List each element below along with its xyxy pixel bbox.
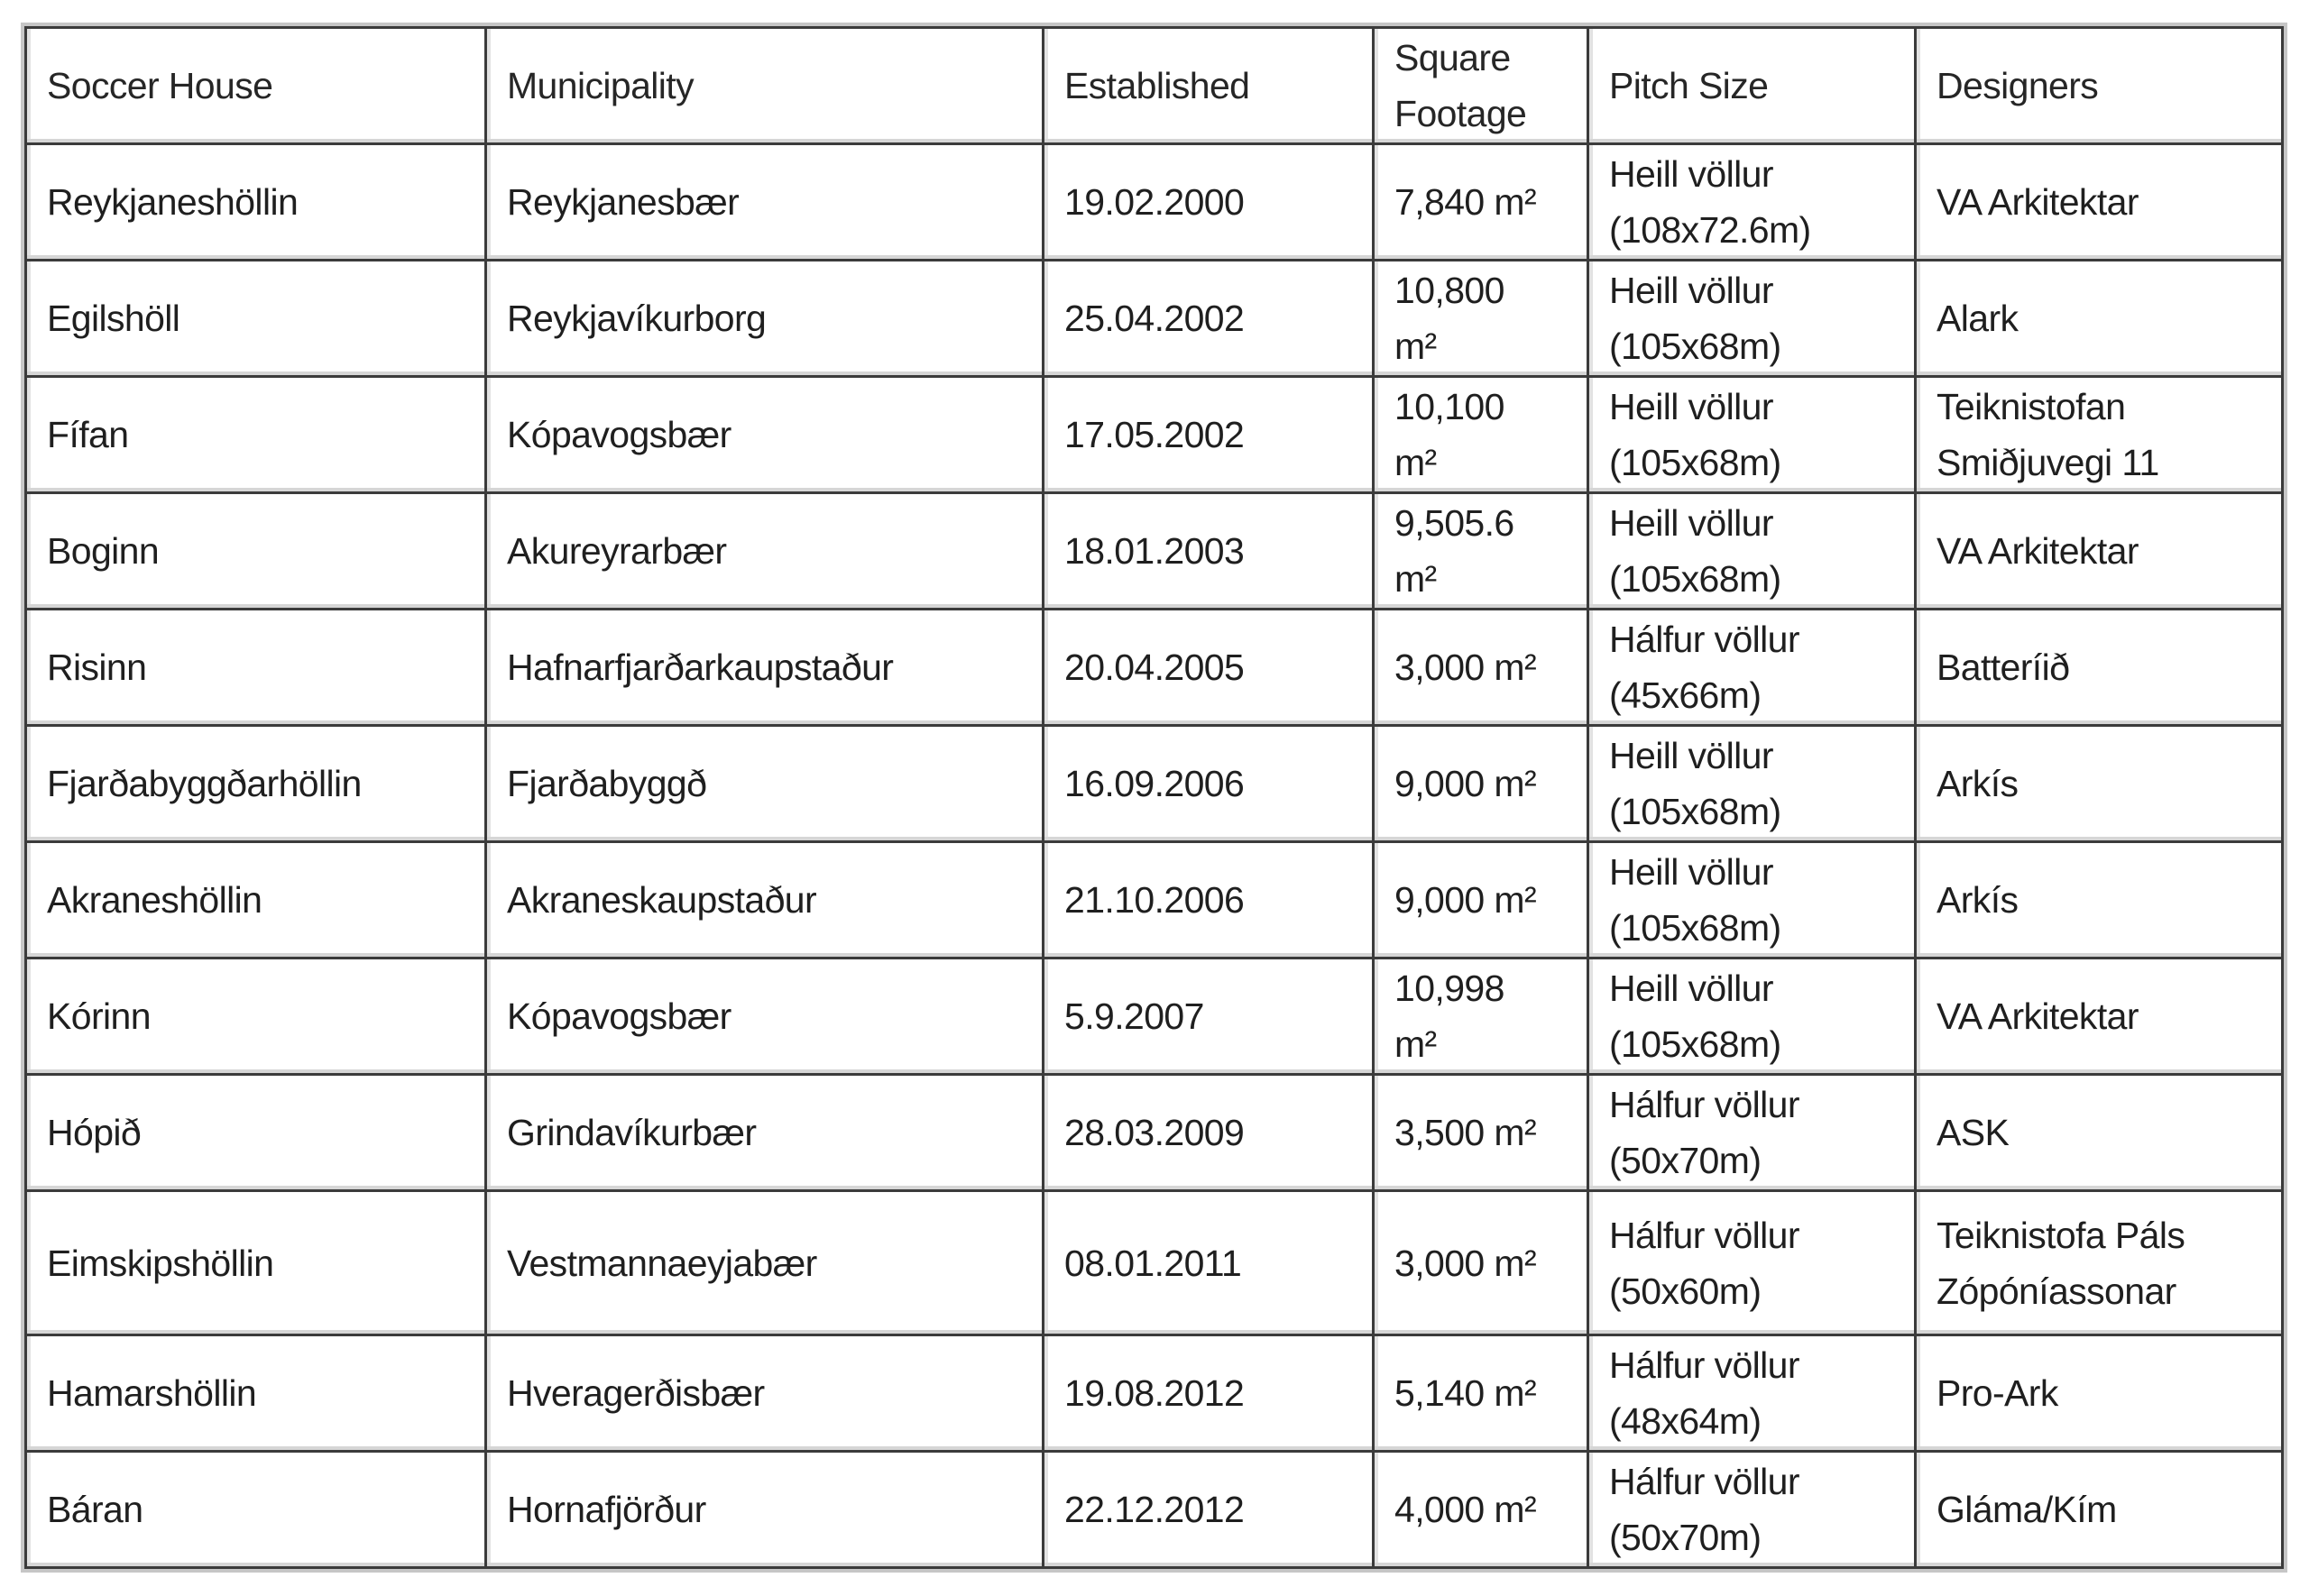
cell-square-footage: 3,000 m² [1374,1191,1588,1335]
cell-pitch-size: Heill völlur (105x68m) [1588,726,1916,842]
soccer-houses-table-container [24,26,2284,1569]
table-row [26,377,2283,493]
cell-municipality: Kópavogsbær [486,377,1044,493]
cell-square-footage: 9,000 m² [1374,726,1588,842]
table-row [26,726,2283,842]
cell-pitch-size: Heill völlur (105x68m) [1588,842,1916,959]
cell-municipality: Kópavogsbær [486,959,1044,1075]
cell-designers: VA Arkitektar [1916,144,2283,261]
cell-soccer-house: Akraneshöllin [26,842,486,959]
cell-pitch-size: Hálfur völlur (45x66m) [1588,610,1916,726]
table-row [26,1075,2283,1191]
cell-municipality: Vestmannaeyjabær [486,1191,1044,1335]
cell-established: 08.01.2011 [1044,1191,1374,1335]
header-square-footage: Square Footage [1374,28,1588,144]
header-established: Established [1044,28,1374,144]
cell-established: 19.02.2000 [1044,144,1374,261]
cell-designers: Arkís [1916,842,2283,959]
cell-established: 16.09.2006 [1044,726,1374,842]
table-row [26,959,2283,1075]
cell-established: 28.03.2009 [1044,1075,1374,1191]
table-row [26,144,2283,261]
header-municipality: Municipality [486,28,1044,144]
table-row [26,493,2283,610]
cell-established: 25.04.2002 [1044,261,1374,377]
cell-soccer-house: Báran [26,1452,486,1568]
table-row [26,1452,2283,1568]
cell-pitch-size: Hálfur völlur (48x64m) [1588,1335,1916,1452]
cell-established: 20.04.2005 [1044,610,1374,726]
cell-designers: Batteríið [1916,610,2283,726]
cell-municipality: Reykjavíkurborg [486,261,1044,377]
cell-soccer-house: Kórinn [26,959,486,1075]
header-designers: Designers [1916,28,2283,144]
cell-designers: Pro-Ark [1916,1335,2283,1452]
cell-soccer-house: Reykjaneshöllin [26,144,486,261]
cell-designers: Alark [1916,261,2283,377]
cell-pitch-size: Heill völlur (105x68m) [1588,959,1916,1075]
table-row [26,261,2283,377]
cell-pitch-size: Heill völlur (105x68m) [1588,493,1916,610]
cell-designers: VA Arkitektar [1916,959,2283,1075]
cell-soccer-house: Hópið [26,1075,486,1191]
cell-designers: Teiknistofan Smiðjuvegi 11 [1916,377,2283,493]
cell-pitch-size: Heill völlur (108x72.6m) [1588,144,1916,261]
cell-soccer-house: Egilshöll [26,261,486,377]
cell-designers: Arkís [1916,726,2283,842]
cell-soccer-house: Hamarshöllin [26,1335,486,1452]
cell-square-footage: 4,000 m² [1374,1452,1588,1568]
cell-square-footage: 3,500 m² [1374,1075,1588,1191]
cell-square-footage: 7,840 m² [1374,144,1588,261]
cell-designers: ASK [1916,1075,2283,1191]
cell-established: 22.12.2012 [1044,1452,1374,1568]
cell-pitch-size: Heill völlur (105x68m) [1588,261,1916,377]
cell-established: 5.9.2007 [1044,959,1374,1075]
header-row [26,28,2283,144]
cell-established: 17.05.2002 [1044,377,1374,493]
cell-square-footage: 10,100 m² [1374,377,1588,493]
cell-municipality: Hafnarfjarðarkaupstaður [486,610,1044,726]
table-row [26,842,2283,959]
header-pitch-size: Pitch Size [1588,28,1916,144]
table-row [26,1191,2283,1335]
cell-established: 21.10.2006 [1044,842,1374,959]
cell-soccer-house: Risinn [26,610,486,726]
cell-designers: Gláma/Kím [1916,1452,2283,1568]
cell-established: 18.01.2003 [1044,493,1374,610]
cell-square-footage: 9,000 m² [1374,842,1588,959]
cell-soccer-house: Fjarðabyggðarhöllin [26,726,486,842]
table-row [26,1335,2283,1452]
cell-pitch-size: Hálfur völlur (50x60m) [1588,1191,1916,1335]
cell-municipality: Hornafjörður [486,1452,1044,1568]
cell-square-footage: 3,000 m² [1374,610,1588,726]
cell-soccer-house: Eimskipshöllin [26,1191,486,1335]
cell-municipality: Reykjanesbær [486,144,1044,261]
cell-pitch-size: Hálfur völlur (50x70m) [1588,1075,1916,1191]
cell-municipality: Akureyrarbær [486,493,1044,610]
cell-established: 19.08.2012 [1044,1335,1374,1452]
cell-municipality: Fjarðabyggð [486,726,1044,842]
cell-square-footage: 10,800 m² [1374,261,1588,377]
cell-soccer-house: Boginn [26,493,486,610]
table-row [26,610,2283,726]
cell-square-footage: 9,505.6 m² [1374,493,1588,610]
cell-pitch-size: Hálfur völlur (50x70m) [1588,1452,1916,1568]
cell-square-footage: 10,998 m² [1374,959,1588,1075]
soccer-houses-table [24,26,2284,1569]
cell-municipality: Hveragerðisbær [486,1335,1044,1452]
cell-pitch-size: Heill völlur (105x68m) [1588,377,1916,493]
header-soccer-house: Soccer House [26,28,486,144]
cell-designers: Teiknistofa Páls Zópóníassonar [1916,1191,2283,1335]
cell-soccer-house: Fífan [26,377,486,493]
cell-designers: VA Arkitektar [1916,493,2283,610]
cell-square-footage: 5,140 m² [1374,1335,1588,1452]
cell-municipality: Akraneskaupstaður [486,842,1044,959]
cell-municipality: Grindavíkurbær [486,1075,1044,1191]
